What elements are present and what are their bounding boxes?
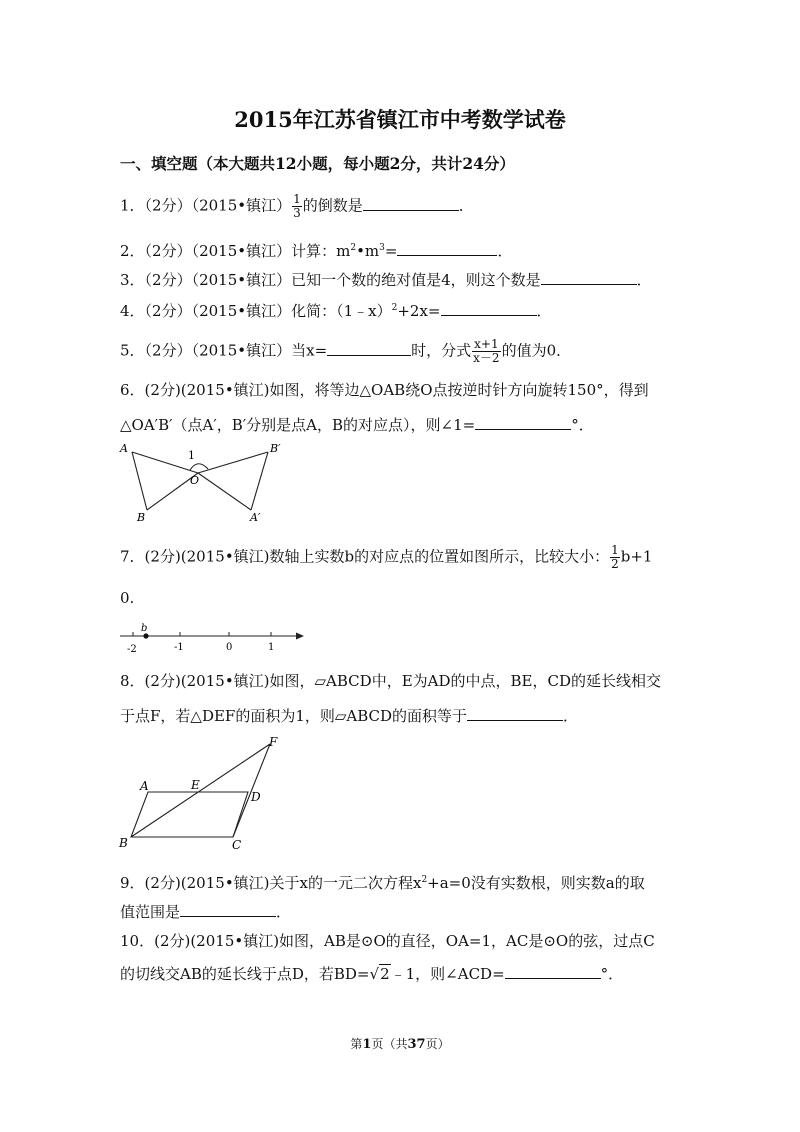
q5-fraction: $\frac{x+1}{x-2}$ — [473, 337, 500, 365]
answer-blank — [397, 239, 497, 256]
label-A-prime: A′ — [250, 511, 261, 524]
label-A: A — [140, 779, 149, 793]
section-heading: 一、填空题（本大题共12小题，每小题2分，共计24分） — [120, 154, 515, 173]
question-10-line-2: 的切线交AB的延长线于点D，若BD=√2﹣1，则∠ACD= °． — [120, 962, 623, 984]
question-6-line-2: △OA′B′（点A′，B′分别是点A，B的对应点），则∠1= °． — [120, 413, 594, 435]
label-O: O — [190, 474, 200, 487]
question-4: 4．（2分）（2015•镇江）化简：（1﹣x）$^2$+2x= ． — [120, 298, 552, 321]
page-footer: 第1页（共37页） — [350, 1037, 450, 1052]
question-8-line-2: 于点F，若△DEF的面积为1，则▱ABCD的面积等于 ． — [120, 704, 578, 726]
sqrt-2: √2 — [369, 965, 390, 983]
question-9-line-2: 值范围是 ． — [120, 900, 291, 922]
figure-number-line — [118, 622, 308, 656]
point-b — [143, 633, 148, 638]
label-B: B — [119, 836, 128, 850]
question-2: 2．（2分）（2015•镇江）计算：$m^2•m^3=$ ． — [120, 238, 512, 261]
q7-fraction: $\frac{1}{2}$ — [611, 543, 619, 571]
figure-parallelogram — [116, 732, 286, 854]
label-F: F — [269, 735, 278, 749]
question-7: 7．(2分)(2015•镇江)数轴上实数b的对应点的位置如图所示，比较大小： $\frac{1}{2}$ b+1 — [120, 543, 653, 571]
question-10-line-1: 10．(2分)(2015•镇江)如图，AB是⊙O的直径，OA=1，AC是⊙O的弦，过点C — [120, 932, 655, 950]
label-C: C — [232, 838, 242, 852]
question-8-line-1: 8．(2分)(2015•镇江)如图，▱ABCD中，E为AD的中点，BE，CD的延长线相交 — [120, 672, 661, 690]
answer-blank — [541, 268, 637, 285]
question-1: 1．（2分）（2015•镇江） $\frac{1}{3}$ 的倒数是 ． — [120, 192, 474, 220]
answer-blank — [363, 194, 459, 211]
page-title: 2015年江苏省镇江市中考数学试卷 — [234, 107, 566, 132]
q1-fraction: $\frac{1}{3}$ — [293, 192, 301, 220]
figure-rotated-triangles — [118, 440, 293, 525]
page-number: 1 — [362, 1037, 372, 1052]
question-7-line-2: 0. — [120, 589, 135, 607]
label-b: b — [141, 623, 148, 634]
answer-blank — [505, 962, 601, 979]
answer-blank — [467, 704, 563, 721]
label-B-prime: B′ — [270, 442, 281, 455]
label-B: B — [137, 511, 146, 524]
answer-blank — [327, 339, 411, 356]
answer-blank — [475, 413, 571, 430]
question-3: 3．（2分）（2015•镇江）已知一个数的绝对值是4，则这个数是 ． — [120, 268, 652, 290]
tick-label: 1 — [268, 642, 275, 653]
tick-label: -1 — [174, 642, 184, 653]
tick-label: 0 — [226, 642, 233, 653]
q1-prefix: 1．（2分）（2015•镇江） — [120, 196, 292, 215]
question-5: 5．（2分）（2015•镇江）当x= 时，分式 $\frac{x+1}{x-2}$ 的值为0． — [120, 337, 572, 365]
question-6-line-1: 6．(2分)(2015•镇江)如图，将等边△OAB绕O点按逆时针方向旋转150°，得到 — [120, 381, 649, 399]
label-A: A — [120, 442, 128, 455]
q1-suffix: 的倒数是 — [302, 196, 363, 215]
question-9: 9．(2分)(2015•镇江)关于x的一元二次方程$x^2+a=0$没有实数根，则实数a的取 — [120, 874, 645, 892]
answer-blank — [441, 299, 537, 316]
label-D: D — [251, 790, 261, 804]
label-angle-1: 1 — [188, 449, 195, 462]
answer-blank — [180, 900, 276, 917]
total-pages: 37 — [407, 1037, 426, 1052]
label-E: E — [191, 778, 200, 792]
tick-label: -2 — [127, 644, 137, 655]
